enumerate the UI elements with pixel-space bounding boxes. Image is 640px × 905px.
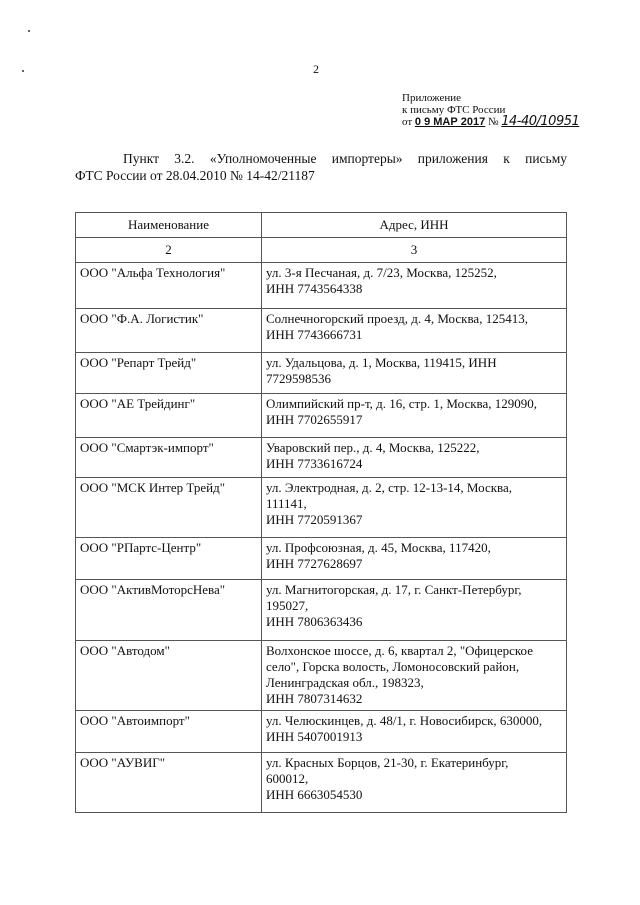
company-address: Солнечногорский проезд, д. 4, Москва, 125413, ИНН 7743666731 <box>262 309 567 353</box>
scan-speck <box>28 30 30 32</box>
company-name: ООО "АЕ Трейдинг" <box>76 394 262 438</box>
company-address: Уваровский пер., д. 4, Москва, 125222, ИНН 7733616724 <box>262 438 567 478</box>
ot-label: от <box>402 116 413 128</box>
table-row <box>76 438 567 478</box>
company-name: ООО "МСК Интер Трейд" <box>76 478 262 538</box>
header-address: Адрес, ИНН <box>262 213 567 238</box>
company-name: ООО "Автодом" <box>76 641 262 711</box>
page-number: 2 <box>313 62 319 76</box>
heading-line-1: Пункт 3.2. «Уполномоченные импортеры» приложения к письму <box>123 151 567 166</box>
company-name: ООО "Автоимпорт" <box>76 711 262 753</box>
heading-line-2: ФТС России от 28.04.2010 № 14-42/21187 <box>75 168 315 183</box>
company-address: ул. Челюскинцев, д. 48/1, г. Новосибирск, 630000, ИНН 5407001913 <box>262 711 567 753</box>
company-name: ООО "АктивМоторсНева" <box>76 580 262 641</box>
table-row <box>76 538 567 580</box>
company-name: ООО "Смартэк-импорт" <box>76 438 262 478</box>
company-address: ул. Магнитогорская, д. 17, г. Санкт-Петербург, 195027, ИНН 7806363436 <box>262 580 567 641</box>
attachment-letter: к письму ФТС России <box>402 104 506 116</box>
company-name: ООО "Ф.А. Логистик" <box>76 309 262 353</box>
table-row <box>76 641 567 711</box>
attachment-stamp <box>402 92 579 128</box>
company-name: ООО "РПартс-Центр" <box>76 538 262 580</box>
table-row <box>76 394 567 438</box>
table-row <box>76 753 567 813</box>
column-number: 3 <box>262 238 567 263</box>
company-name: ООО "Репарт Трейд" <box>76 353 262 394</box>
table-row <box>76 711 567 753</box>
company-address: Олимпийский пр-т, д. 16, стр. 1, Москва, 129090, ИНН 7702655917 <box>262 394 567 438</box>
importers-table <box>75 212 567 813</box>
company-address: ул. Электродная, д. 2, стр. 12-13-14, Москва, 111141, ИНН 7720591367 <box>262 478 567 538</box>
scan-speck <box>22 70 24 72</box>
table-header-row <box>76 213 567 238</box>
column-number: 2 <box>76 238 262 263</box>
table-row <box>76 263 567 309</box>
company-address: ул. 3-я Песчаная, д. 7/23, Москва, 125252, ИНН 7743564338 <box>262 263 567 309</box>
company-address: ул. Профсоюзная, д. 45, Москва, 117420, ИНН 7727628697 <box>262 538 567 580</box>
company-name: ООО "АУВИГ" <box>76 753 262 813</box>
company-address: Волхонское шоссе, д. 6, квартал 2, "Офицерское село", Горска волость, Ломоносовский район, Ленинградская обл., 198323, ИНН 7807314632 <box>262 641 567 711</box>
attachment-title: Приложение <box>402 92 462 104</box>
table-row <box>76 353 567 394</box>
header-name: Наименование <box>76 213 262 238</box>
table-row <box>76 309 567 353</box>
column-number-row <box>76 238 567 263</box>
company-name: ООО "Альфа Технология" <box>76 263 262 309</box>
company-address: ул. Удальцова, д. 1, Москва, 119415, ИНН 7729598536 <box>262 353 567 394</box>
table-row <box>76 580 567 641</box>
attachment-ref <box>402 116 579 128</box>
attachment-number: 14-40/10951 <box>501 114 580 129</box>
attachment-date: 0 9 МАР 2017 <box>414 116 486 128</box>
table-row <box>76 478 567 538</box>
company-address: ул. Красных Борцов, 21-30, г. Екатеринбург, 600012, ИНН 6663054530 <box>262 753 567 813</box>
number-sign: № <box>488 116 499 128</box>
section-heading <box>75 150 567 184</box>
